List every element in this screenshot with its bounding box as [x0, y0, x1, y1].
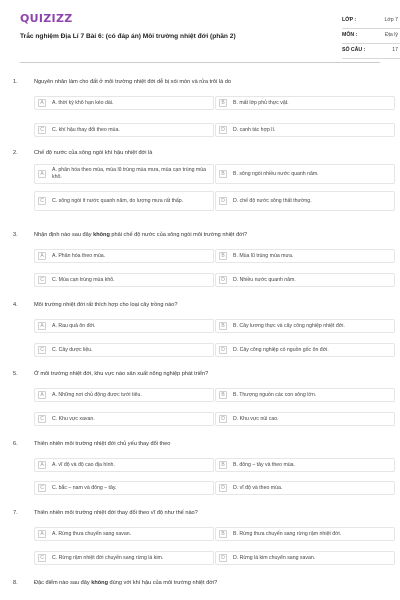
question-text: Nguyên nhân làm cho đất ở môi trường nhiệt đới dễ bị xói mòn và rửa trôi là do [34, 79, 231, 85]
option-text: D. Rừng lá kim chuyển sang xavan. [233, 554, 316, 561]
answer-option-a[interactable] [34, 527, 214, 541]
option-letter-badge: A [38, 461, 46, 469]
meta-row-class [342, 17, 400, 27]
option-text: C. Cây dược liệu. [52, 346, 93, 353]
answer-option-a[interactable] [34, 249, 214, 263]
answer-option-a[interactable] [34, 96, 214, 110]
option-letter-badge: B [219, 252, 227, 260]
meta-divider [342, 43, 400, 44]
option-text: D. Nhiều nước quanh năm. [233, 276, 296, 283]
option-text: C. bắc – nam và đông – tây. [52, 484, 117, 491]
meta-value: Địa lý [385, 32, 398, 38]
question-text-pre: Nhận định nào sau đây [34, 232, 94, 238]
option-text: A. Phân hóa theo mùa. [52, 252, 106, 259]
question-text: Chế độ nước của sông ngòi khí hậu nhiệt đới là [34, 150, 153, 156]
option-letter-badge: B [219, 99, 227, 107]
option-letter-badge: C [38, 197, 46, 205]
answer-option-d[interactable] [215, 481, 395, 495]
option-letter-badge: B [219, 530, 227, 538]
option-text: B. sông ngòi nhiều nước quanh năm. [233, 170, 319, 177]
question-number: 1. [13, 79, 18, 85]
option-text: C. khí hậu thay đổi theo mùa. [52, 126, 120, 133]
answer-option-b[interactable] [215, 388, 395, 402]
option-letter-badge: D [219, 415, 227, 423]
question-text: Môi trường nhiệt đới rất thích hợp cho loại cây trồng nào? [34, 302, 178, 308]
option-text: C. Mùa cạn trùng mùa khô. [52, 276, 115, 283]
option-letter-badge: B [219, 322, 227, 330]
option-letter-badge: A [38, 391, 46, 399]
meta-value: Lớp 7 [384, 17, 398, 23]
meta-row-subject [342, 32, 400, 42]
answer-option-b[interactable] [215, 527, 395, 541]
option-letter-badge: D [219, 554, 227, 562]
answer-option-d[interactable] [215, 191, 395, 211]
option-text: A. thời kỳ khô hạn kéo dài. [52, 99, 114, 106]
option-text: D. chế độ nước sông thất thường. [233, 197, 312, 204]
option-text: D. vĩ độ và theo mùa. [233, 484, 283, 491]
option-letter-badge: B [219, 391, 227, 399]
answer-option-c[interactable] [34, 191, 214, 211]
question-text: Thiên nhiên môi trường nhiệt đới chủ yếu thay đổi theo [34, 441, 171, 447]
question-text [34, 232, 374, 238]
answer-option-b[interactable] [215, 249, 395, 263]
answer-option-a[interactable] [34, 164, 214, 184]
question-number: 8. [13, 580, 18, 586]
option-letter-badge: D [219, 484, 227, 492]
question-number: 3. [13, 232, 18, 238]
option-letter-badge: C [38, 346, 46, 354]
option-text: B. Thượng nguồn các con sông lớn. [233, 391, 317, 398]
option-letter-badge: A [38, 530, 46, 538]
header-divider [20, 62, 380, 63]
brand-logo: QUIZIZZ [20, 12, 73, 25]
meta-key: MÔN : [342, 32, 358, 38]
option-text: A. Những nơi chủ động được tưới tiêu. [52, 391, 142, 398]
answer-option-a[interactable] [34, 388, 214, 402]
worksheet-header [10, 0, 398, 60]
answer-option-b[interactable] [215, 164, 395, 184]
question-text-emphasis: không [91, 580, 108, 586]
question-text-emphasis: không [93, 232, 110, 238]
option-letter-badge: B [219, 461, 227, 469]
answer-option-c[interactable] [34, 551, 214, 565]
option-letter-badge: D [219, 126, 227, 134]
option-text: A. Rau quả ôn đới. [52, 322, 96, 329]
option-letter-badge: A [38, 170, 46, 178]
question-number: 6. [13, 441, 18, 447]
option-text: D. Khu vực núi cao. [233, 415, 279, 422]
question-number: 7. [13, 510, 18, 516]
answer-option-c[interactable] [34, 273, 214, 287]
meta-divider [342, 28, 400, 29]
answer-option-c[interactable] [34, 343, 214, 357]
answer-option-d[interactable] [215, 412, 395, 426]
option-letter-badge: D [219, 197, 227, 205]
question-text-post: phải chế độ nước của sông ngòi môi trường nhiệt đới? [109, 232, 248, 238]
question-number: 4. [13, 302, 18, 308]
option-letter-badge: A [38, 252, 46, 260]
option-text: C. Khu vực xavan. [52, 415, 95, 422]
answer-option-c[interactable] [34, 481, 214, 495]
option-text: B. đông – tây và theo mùa. [233, 461, 296, 468]
question-text [34, 580, 374, 586]
option-text: C. Rừng rậm nhiệt đới chuyển sang rừng lá kim. [52, 554, 164, 561]
option-letter-badge: C [38, 276, 46, 284]
option-letter-badge: C [38, 554, 46, 562]
answer-option-b[interactable] [215, 319, 395, 333]
worksheet-title: Trắc nghiệm Địa Lí 7 Bài 6: (có đáp án) Môi trường nhiệt đới (phần 2) [20, 33, 236, 40]
option-letter-badge: A [38, 322, 46, 330]
option-letter-badge: B [219, 170, 227, 178]
option-text: D. Cây công nghiệp có nguồn gốc ôn đới. [233, 346, 329, 353]
answer-option-d[interactable] [215, 551, 395, 565]
answer-option-c[interactable] [34, 123, 214, 137]
option-letter-badge: C [38, 126, 46, 134]
question-number: 5. [13, 371, 18, 377]
answer-option-c[interactable] [34, 412, 214, 426]
option-letter-badge: C [38, 415, 46, 423]
option-text: A. Rừng thưa chuyển sang xavan. [52, 530, 132, 537]
option-text: D. canh tác hợp lí. [233, 126, 276, 133]
option-text: B. Mùa lũ trùng mùa mưa. [233, 252, 294, 259]
meta-key: LỚP : [342, 17, 357, 23]
option-letter-badge: C [38, 484, 46, 492]
option-text: A. phân hóa theo mùa, mùa lũ trùng mùa mưa, mùa cạn trùng mùa khô. [52, 167, 206, 180]
answer-option-b[interactable] [215, 96, 395, 110]
question-text: Thiên nhiên môi trường nhiệt đới thay đổi theo vĩ độ như thế nào? [34, 510, 198, 516]
answer-option-b[interactable] [215, 458, 395, 472]
answer-option-d[interactable] [215, 273, 395, 287]
option-letter-badge: D [219, 276, 227, 284]
question-text: Ở môi trường nhiệt đới, khu vực nào sản xuất nông nghiệp phát triển? [34, 371, 209, 377]
option-letter-badge: A [38, 99, 46, 107]
option-text: A. vĩ độ và độ cao địa hình. [52, 461, 115, 468]
option-letter-badge: D [219, 346, 227, 354]
option-text: B. Cây lương thực và cây công nghiệp nhiệt đới. [233, 322, 345, 329]
answer-option-a[interactable] [34, 319, 214, 333]
meta-row-count [342, 47, 400, 57]
answer-option-d[interactable] [215, 123, 395, 137]
option-text: C. sông ngòi ít nước quanh năm, do lượng mưa rất thấp. [52, 197, 184, 204]
worksheet-meta [342, 17, 400, 62]
option-text: B. mất lớp phủ thực vật. [233, 99, 289, 106]
meta-key: SỐ CÂU : [342, 47, 366, 53]
option-text: B. Rừng thưa chuyển sang rừng rậm nhiệt đới. [233, 530, 342, 537]
answer-option-a[interactable] [34, 458, 214, 472]
question-number: 2. [13, 150, 18, 156]
meta-divider [342, 58, 400, 59]
question-text-post: đúng với khí hậu của môi trường nhiệt đới? [108, 580, 218, 586]
answer-option-d[interactable] [215, 343, 395, 357]
meta-value: 17 [392, 47, 398, 53]
question-text-pre: Đặc điểm nào sau đây [34, 580, 92, 586]
